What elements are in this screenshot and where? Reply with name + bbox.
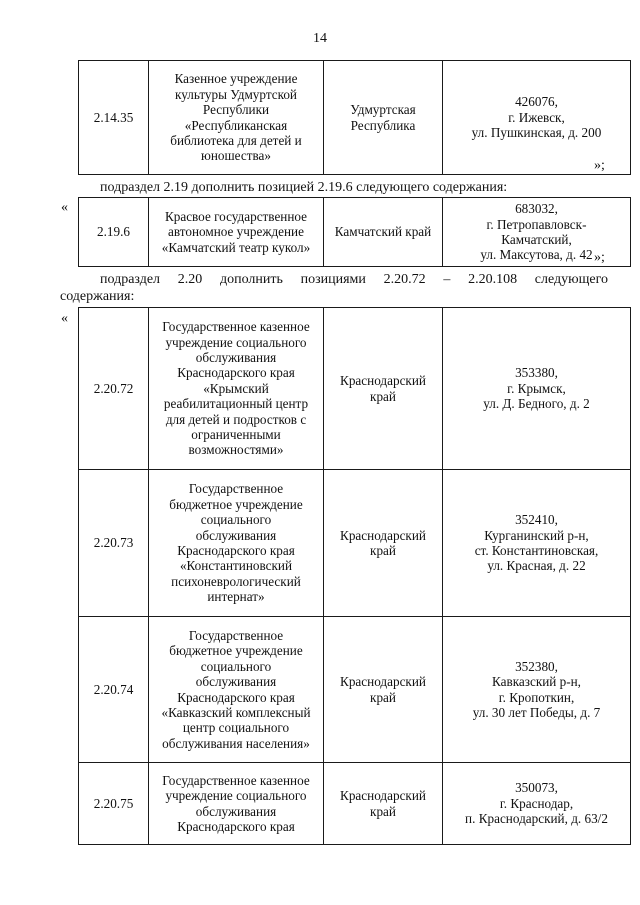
region: Удмуртская Республика bbox=[324, 61, 443, 175]
institution-name: Государственное бюджетное учреждение социального обслуживания Краснодарского края «Кавказский комплексный центр социального обслуживания населения» bbox=[149, 617, 324, 763]
registry-table-3 bbox=[78, 307, 631, 845]
institution-name: Государственное казенное учреждение социального обслуживания Краснодарского края «Крымский реабилитационный центр для детей и подростков с ограниченными возможностями» bbox=[149, 308, 324, 470]
table-row bbox=[79, 308, 631, 470]
table-row bbox=[79, 470, 631, 617]
region: Краснодарский край bbox=[324, 617, 443, 763]
table-row bbox=[79, 198, 631, 267]
position-number: 2.20.75 bbox=[79, 763, 149, 845]
position-number: 2.20.74 bbox=[79, 617, 149, 763]
closing-quote: »; bbox=[594, 250, 605, 265]
amendment-paragraph: подраздел 2.19 дополнить позицией 2.19.6 следующего содержания: bbox=[100, 180, 508, 195]
closing-quote: »; bbox=[594, 158, 605, 173]
registry-table-1 bbox=[78, 60, 631, 175]
amendment-paragraph-continued: содержания: bbox=[60, 289, 135, 304]
opening-quote: « bbox=[61, 311, 68, 326]
position-number: 2.14.35 bbox=[79, 61, 149, 175]
opening-quote: « bbox=[61, 200, 68, 215]
region: Краснодарский край bbox=[324, 308, 443, 470]
region: Камчатский край bbox=[324, 198, 443, 267]
table-row bbox=[79, 617, 631, 763]
position-number: 2.19.6 bbox=[79, 198, 149, 267]
address: 683032, г. Петропавловск- Камчатский, ул. Максутова, д. 42 bbox=[443, 198, 631, 267]
position-number: 2.20.72 bbox=[79, 308, 149, 470]
table-row bbox=[79, 61, 631, 175]
institution-name: Казенное учреждение культуры Удмуртской Республики «Республиканская библиотека для детей и юношества» bbox=[149, 61, 324, 175]
amendment-paragraph: подраздел 2.20 дополнить позициями 2.20.72 – 2.20.108 следующего bbox=[100, 272, 608, 287]
address: 352410, Курганинский р-н, ст. Константиновская, ул. Красная, д. 22 bbox=[443, 470, 631, 617]
region: Краснодарский край bbox=[324, 763, 443, 845]
address: 426076, г. Ижевск, ул. Пушкинская, д. 200 bbox=[443, 61, 631, 175]
page-number: 14 bbox=[313, 31, 327, 46]
address: 352380, Кавказский р-н, г. Кропоткин, ул. 30 лет Победы, д. 7 bbox=[443, 617, 631, 763]
institution-name: Красвое государственное автономное учреждение «Камчатский театр кукол» bbox=[149, 198, 324, 267]
table-row bbox=[79, 763, 631, 845]
registry-table-2 bbox=[78, 197, 631, 267]
position-number: 2.20.73 bbox=[79, 470, 149, 617]
address: 353380, г. Крымск, ул. Д. Бедного, д. 2 bbox=[443, 308, 631, 470]
institution-name: Государственное бюджетное учреждение социального обслуживания Краснодарского края «Константиновский психоневрологический интернат» bbox=[149, 470, 324, 617]
region: Краснодарский край bbox=[324, 470, 443, 617]
institution-name: Государственное казенное учреждение социального обслуживания Краснодарского края bbox=[149, 763, 324, 845]
address: 350073, г. Краснодар, п. Краснодарский, д. 63/2 bbox=[443, 763, 631, 845]
